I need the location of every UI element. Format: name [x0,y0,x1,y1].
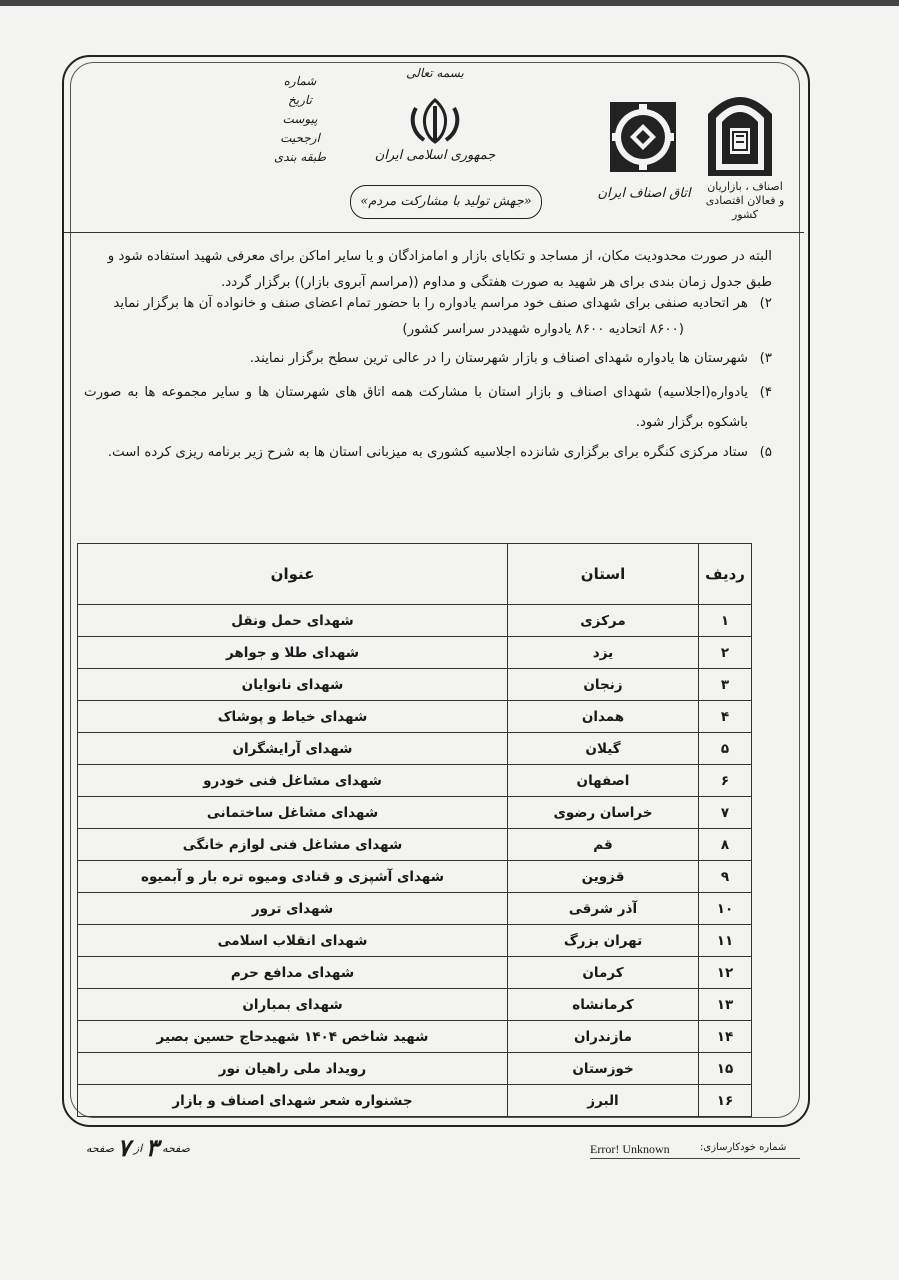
table-row [78,1021,752,1053]
title-cell: رویداد ملی راهیان نور [78,1053,508,1085]
province-cell: اصفهان [508,765,699,797]
row-number-cell: ۱۲ [699,957,752,989]
meta-date-label: تاریخ [288,93,312,107]
row-number-cell: ۵ [699,733,752,765]
title-cell: شهدای مدافع حرم [78,957,508,989]
chamber-caption: اتاق اصناف ایران [597,186,691,201]
title-cell: شهدای آرایشگران [78,733,508,765]
row-number-cell: ۸ [699,829,752,861]
table-row [78,765,752,797]
page-suffix: صفحه [86,1142,114,1155]
row-number-cell: ۱۱ [699,925,752,957]
title-cell: شهدای مشاغل ساختمانی [78,797,508,829]
page-number [86,1133,190,1162]
table-row [78,797,752,829]
org-caption-line: و فعالان اقتصادی [705,194,785,207]
list-number: ۲) [759,296,772,311]
row-number-cell: ۴ [699,701,752,733]
list-item-2 [84,293,772,340]
row-number-cell: ۱۰ [699,893,752,925]
title-cell: شهدای انقلاب اسلامی [78,925,508,957]
title-cell: جشنواره شعر شهدای اصناف و بازار [78,1085,508,1117]
list-number: ۴) [759,384,772,400]
province-cell: البرز [508,1085,699,1117]
row-number-cell: ۳ [699,669,752,701]
province-cell: کرمان [508,957,699,989]
list-subtext: (۸۶۰۰ اتحادیه ۸۶۰۰ یادواره شهیددر سراسر کشور) [402,321,684,337]
table-row [78,893,752,925]
province-cell: تهران بزرگ [508,925,699,957]
slogan-banner: «جهش تولید با مشارکت مردم» [350,185,542,219]
title-cell: شهدای طلا و جواهر [78,637,508,669]
province-cell: قم [508,829,699,861]
meta-priority-label: ارجحیت [280,131,320,145]
table-row [78,925,752,957]
list-text: هر اتحادیه صنفی برای شهدای صنف خود مراسم یادواره را با حضور تمام اعضای صنف و خانواده آن ها برگزار نماید [113,296,748,311]
footer-divider [590,1158,800,1159]
title-cell: شهدای نانوایان [78,669,508,701]
table-row [78,1053,752,1085]
organization-caption [690,180,800,222]
chamber-logo-icon [600,92,686,182]
title-cell: شهدای مشاغل فنی خودرو [78,765,508,797]
list-text: شهرستان ها یادواره شهدای اصناف و بازار شهرستان را در عالی ترین سطح برگزار نمایند. [249,351,748,366]
table-row [78,957,752,989]
conference-table [77,543,752,1117]
title-cell: شهدای خیاط و پوشاک [78,701,508,733]
province-cell: کرمانشاه [508,989,699,1021]
row-number-cell: ۱۳ [699,989,752,1021]
page-prefix: صفحه [162,1142,190,1155]
list-text: یادواره(اجلاسیه) شهدای اصناف و بازار استان با مشارکت همه اتاق های شهرستان ها و سایر مجموعه ها به صورت باشکوه برگزار شود. [84,384,748,430]
row-number-cell: ۷ [699,797,752,829]
intro-line: طبق جدول زمان بندی برای هر شهید به صورت هفتگی و مداوم ((مراسم آبروی بازار)) برگزار گردد. [221,274,772,290]
province-cell: یزد [508,637,699,669]
row-number-cell: ۱۵ [699,1053,752,1085]
province-cell: گیلان [508,733,699,765]
footer-error-text: Error! Unknown [590,1142,670,1156]
title-cell: شهید شاخص ۱۴۰۴ شهیدحاج حسین بصیر [78,1021,508,1053]
page-total: ۷ [117,1133,131,1162]
list-number: ۵) [759,444,772,460]
bismillah-heading: بسمه تعالی [406,66,464,80]
province-cell: مازندران [508,1021,699,1053]
province-cell: همدان [508,701,699,733]
province-cell: زنجان [508,669,699,701]
province-cell: مرکزی [508,605,699,637]
list-number: ۳) [759,351,772,366]
header-divider [64,232,804,233]
row-number-cell: ۱۶ [699,1085,752,1117]
meta-classification-label: طبقه بندی [273,150,327,164]
table-row [78,669,752,701]
column-header-no: ردیف [699,544,752,605]
table-header-row [78,544,752,605]
province-cell: خوزستان [508,1053,699,1085]
org-caption-line: کشور [731,208,759,221]
page-current: ۳ [145,1133,159,1162]
column-header-title: عنوان [78,544,508,605]
meta-attachment-label: پیوست [282,112,318,126]
province-cell: قزوین [508,861,699,893]
table-row [78,829,752,861]
province-cell: آذر شرقی [508,893,699,925]
row-number-cell: ۲ [699,637,752,669]
iran-emblem-icon [408,96,462,146]
table-row [78,637,752,669]
province-cell: خراسان رضوی [508,797,699,829]
table-row [78,701,752,733]
list-text: ستاد مرکزی کنگره برای برگزاری شانزده اجلاسیه کشوری به میزبانی استان ها به شرح زیر برنامه ریزی کرده است. [107,444,748,460]
scan-edge [0,0,899,6]
meta-number-label: شماره [283,74,317,88]
list-item-5 [84,442,772,464]
column-header-province: استان [508,544,699,605]
table-row [78,605,752,637]
org-caption-line: اصناف ، بازاریان [707,180,783,193]
title-cell: شهدای آشپزی و قنادی ومیوه تره بار و آبمیوه [78,861,508,893]
title-cell: شهدای مشاغل فنی لوازم خانگی [78,829,508,861]
table-row [78,733,752,765]
table-row [78,1085,752,1117]
letter-body [84,246,772,463]
row-number-cell: ۱۴ [699,1021,752,1053]
intro-line: البته در صورت محدودیت مکان، از مساجد و تکایای بازار و امامزادگان و یا سایر اماکن برای معرفی شهید استفاده شود و [107,249,772,264]
list-item-3 [84,348,772,370]
table-row [78,861,752,893]
row-number-cell: ۹ [699,861,752,893]
table-row [78,989,752,1021]
title-cell: شهدای حمل ونقل [78,605,508,637]
letter-meta-labels [272,72,328,167]
row-number-cell: ۶ [699,765,752,797]
footer-registration-label: شماره خودکارسازی: [700,1142,787,1153]
organization-logo-icon [700,84,780,180]
page-of: از [133,1142,143,1155]
row-number-cell: ۱ [699,605,752,637]
country-name: جمهوری اسلامی ایران [374,148,496,163]
list-item-4 [84,378,772,438]
title-cell: شهدای ترور [78,893,508,925]
title-cell: شهدای بمباران [78,989,508,1021]
